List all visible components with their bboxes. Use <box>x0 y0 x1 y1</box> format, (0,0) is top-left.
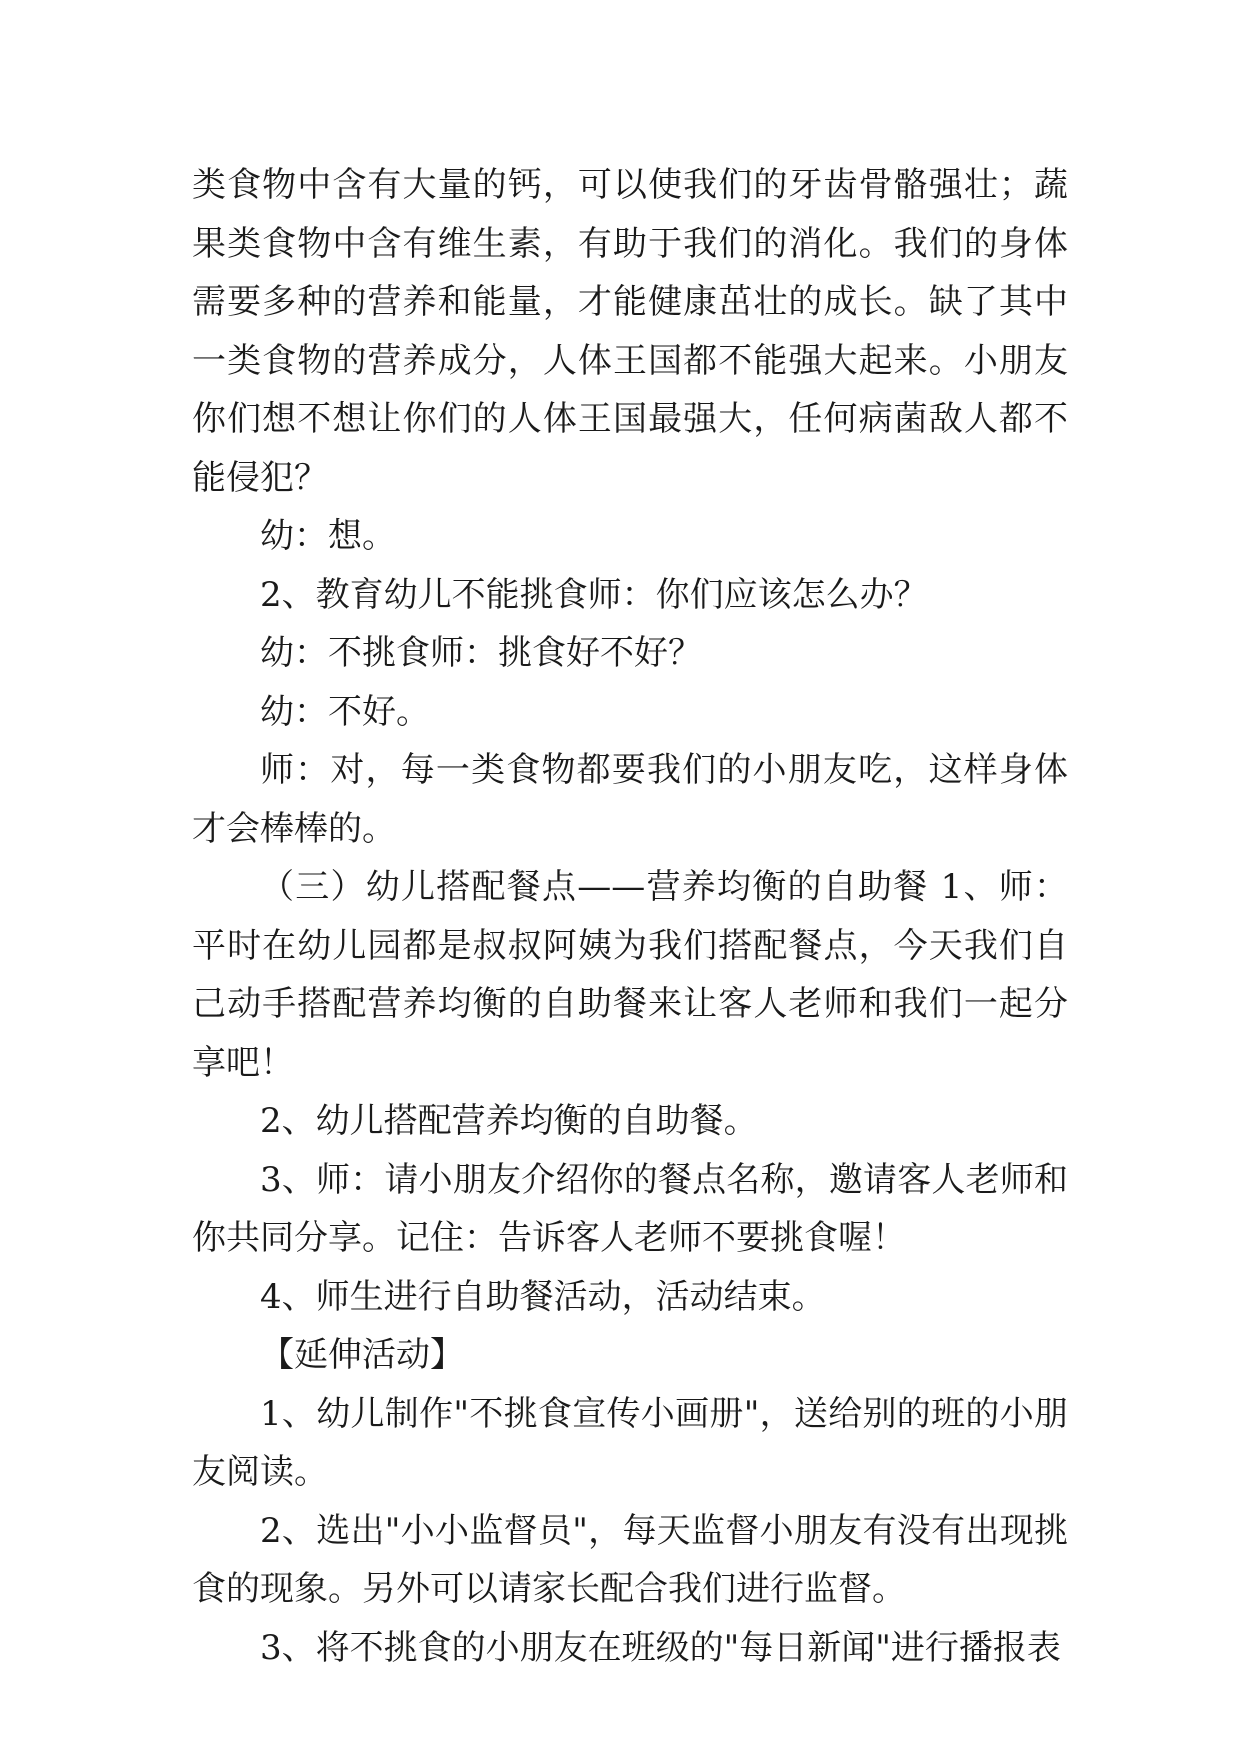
paragraph-intro: 类食物中含有大量的钙，可以使我们的牙齿骨骼强壮；蔬果类食物中含有维生素，有助于我们的消化。我们的身体需要多种的营养和能量，才能健康茁壮的成长。缺了其中一类食物的营养成分，人体王国都不能强大起来。小朋友你们想不想让你们的人体王国最强大，任何病菌敌人都不能侵犯？ <box>192 165 1068 498</box>
paragraph-extension-3: 3、将不挑食的小朋友在班级的"每日新闻"进行播报表 <box>260 1627 1061 1668</box>
paragraph-child-no-picky: 幼：不挑食师：挑食好不好？ <box>260 633 702 673</box>
paragraph-section-three: （三）幼儿搭配餐点——营养均衡的自助餐 1、师：平时在幼儿园都是叔叔阿姨为我们搭配餐点，今天我们自己动手搭配营养均衡的自助餐来让客人老师和我们一起分享吧！ <box>192 867 1068 1083</box>
paragraph-buffet-step-2: 2、幼儿搭配营养均衡的自助餐。 <box>260 1101 758 1141</box>
paragraph-step-2-picky: 2、教育幼儿不能挑食师：你们应该怎么办？ <box>260 574 928 615</box>
paragraph-child-not-good: 幼：不好。 <box>260 691 430 732</box>
paragraph-child-answer-want: 幼：想。 <box>260 516 396 556</box>
document-body <box>192 156 1068 1677</box>
paragraph-buffet-step-3: 3、师：请小朋友介绍你的餐点名称，邀请客人老师和你共同分享。记住：告诉客人老师不要挑食喔！ <box>192 1159 1068 1258</box>
paragraph-extension-2: 2、选出"小小监督员"，每天监督小朋友有没有出现挑食的现象。另外可以请家长配合我们进行监督。 <box>192 1510 1068 1609</box>
paragraph-teacher-each-food: 师：对，每一类食物都要我们的小朋友吃，这样身体才会棒棒的。 <box>192 750 1068 849</box>
paragraph-buffet-step-4: 4、师生进行自助餐活动，活动结束。 <box>260 1276 826 1317</box>
section-heading-extension: 【延伸活动】 <box>260 1335 464 1375</box>
paragraph-extension-1: 1、幼儿制作"不挑食宣传小画册"，送给别的班的小朋友阅读。 <box>192 1393 1068 1492</box>
